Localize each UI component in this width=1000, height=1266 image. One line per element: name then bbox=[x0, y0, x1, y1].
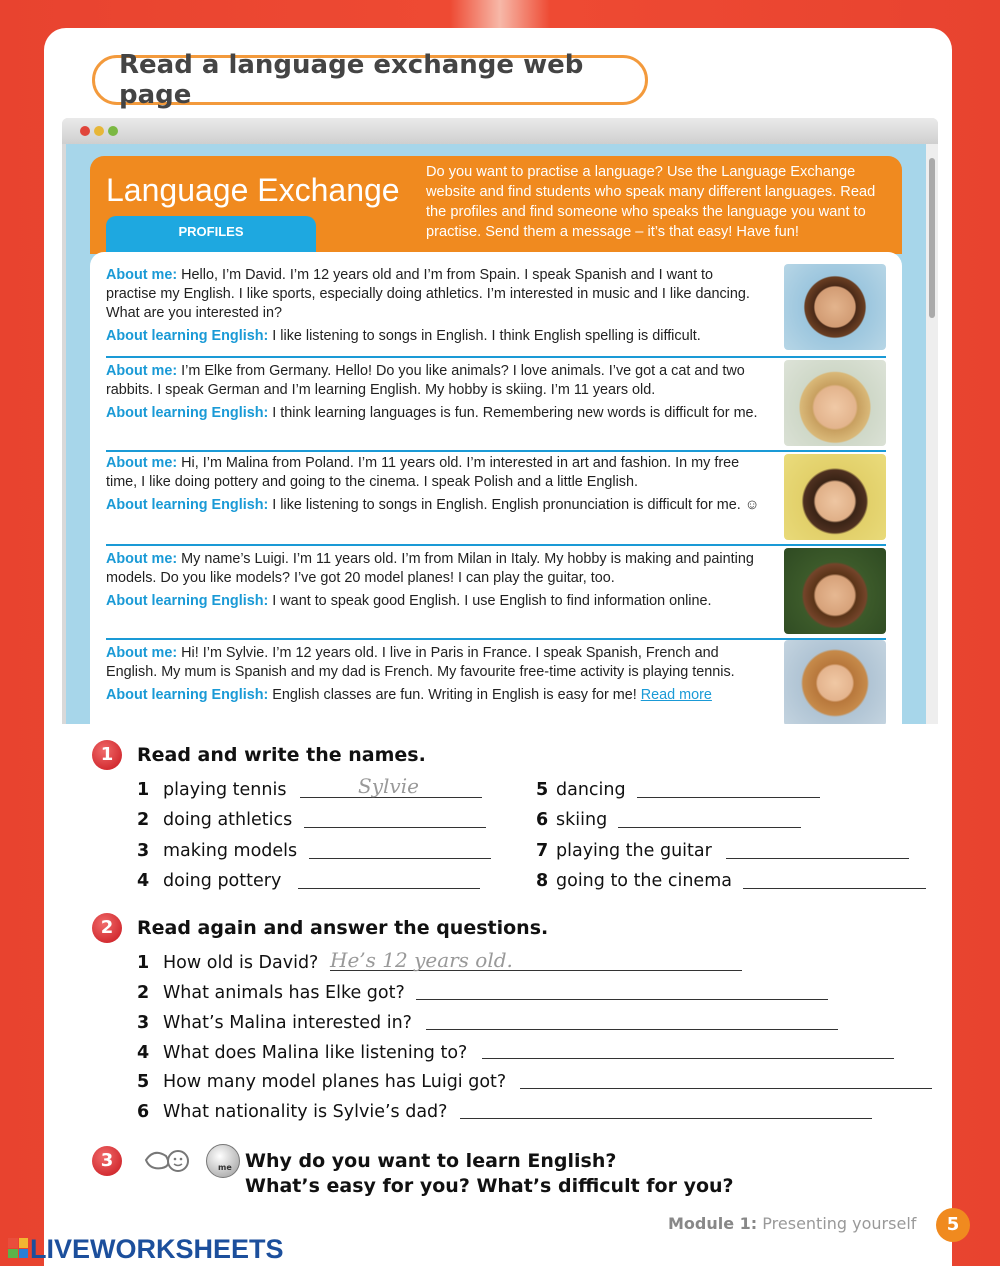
answer-line[interactable] bbox=[460, 1118, 872, 1119]
item-number: 1 bbox=[137, 780, 150, 800]
answer-line[interactable] bbox=[520, 1088, 932, 1089]
browser-titlebar bbox=[62, 118, 938, 144]
page-number: 5 bbox=[936, 1208, 970, 1242]
ex1-item bbox=[536, 780, 626, 800]
exercise-1-badge: 1 bbox=[92, 740, 122, 770]
item-text: What nationality is Sylvie’s dad? bbox=[163, 1102, 448, 1122]
item-number: 3 bbox=[137, 1013, 150, 1033]
example-answer: Sylvie bbox=[358, 774, 419, 798]
divider bbox=[106, 638, 886, 640]
about-me-label: About me: bbox=[106, 645, 178, 661]
ex1-item bbox=[536, 871, 732, 891]
answer-line[interactable] bbox=[416, 999, 828, 1000]
item-text: playing the guitar bbox=[556, 841, 712, 861]
ex2-item bbox=[137, 953, 318, 973]
ex1-item bbox=[137, 871, 281, 891]
item-number: 4 bbox=[137, 871, 150, 891]
malina-photo bbox=[784, 454, 886, 540]
about-me-label: About me: bbox=[106, 267, 178, 283]
exercise-3-line-2: What’s easy for you? What’s difficult for you? bbox=[245, 1175, 734, 1197]
item-number: 1 bbox=[137, 953, 150, 973]
speaking-pair-icon bbox=[140, 1146, 196, 1176]
about-me-text: My name’s Luigi. I’m 11 years old. I’m from Milan in Italy. My hobby is making and painting models. Do you like models? I’ve got 20 model planes! I can play the guitar, too. bbox=[106, 551, 754, 586]
exercise-2-heading: Read again and answer the questions. bbox=[137, 917, 549, 939]
brand-wordmark: LIVEWORKSHEETS bbox=[30, 1234, 284, 1264]
item-number: 6 bbox=[137, 1102, 150, 1122]
answer-line[interactable] bbox=[298, 888, 480, 889]
item-text: doing pottery bbox=[163, 871, 282, 891]
about-me-text: Hi! I’m Sylvie. I’m 12 years old. I live in Paris in France. I speak Spanish, French and English. My mum is Spanish and my dad is French. My favourite free-time activity is playing tennis. bbox=[106, 645, 735, 680]
maximize-dot-icon bbox=[108, 126, 118, 136]
minimize-dot-icon bbox=[94, 126, 104, 136]
exercise-1-heading: Read and write the names. bbox=[137, 744, 426, 766]
item-text: playing tennis bbox=[163, 780, 287, 800]
learning-label: About learning English: bbox=[106, 593, 269, 609]
close-dot-icon bbox=[80, 126, 90, 136]
site-title: Language Exchange bbox=[106, 172, 400, 208]
exercise-2-badge: 2 bbox=[92, 913, 122, 943]
learning-text: I want to speak good English. I use English to find information online. bbox=[272, 593, 712, 609]
exercise-3-badge: 3 bbox=[92, 1146, 122, 1176]
learning-label: About learning English: bbox=[106, 497, 269, 513]
learning-label: About learning English: bbox=[106, 405, 269, 421]
about-me-label: About me: bbox=[106, 363, 178, 379]
ex1-item bbox=[137, 780, 286, 800]
item-text: making models bbox=[163, 841, 298, 861]
profile-elke bbox=[106, 362, 886, 427]
item-number: 8 bbox=[536, 871, 549, 891]
item-text: How old is David? bbox=[163, 953, 319, 973]
elke-photo bbox=[784, 360, 886, 446]
ex2-item bbox=[137, 1102, 447, 1122]
ex1-item bbox=[137, 810, 292, 830]
learning-label: About learning English: bbox=[106, 328, 269, 344]
sylvie-photo bbox=[784, 640, 886, 724]
profile-sylvie bbox=[106, 644, 886, 709]
ex2-item bbox=[137, 1072, 506, 1092]
liveworksheets-logo-icon bbox=[8, 1238, 28, 1258]
divider bbox=[106, 356, 886, 358]
item-number: 2 bbox=[137, 810, 150, 830]
answer-line[interactable] bbox=[309, 858, 491, 859]
item-text: going to the cinema bbox=[556, 871, 732, 891]
answer-line[interactable] bbox=[304, 827, 486, 828]
item-text: skiing bbox=[556, 810, 608, 830]
tab-profiles[interactable]: PROFILES bbox=[106, 216, 316, 254]
item-text: What’s Malina interested in? bbox=[163, 1013, 412, 1033]
about-me-text: I’m Elke from Germany. Hello! Do you like animals? I love animals. I’ve got a cat and two rabbits. I speak German and I’m learning English. My hobby is skiing. I’m 11 years old. bbox=[106, 363, 745, 398]
ex2-item bbox=[137, 983, 405, 1003]
divider bbox=[106, 544, 886, 546]
me-icon bbox=[206, 1144, 240, 1178]
item-number: 2 bbox=[137, 983, 150, 1003]
item-number: 5 bbox=[536, 780, 549, 800]
scrollbar[interactable] bbox=[926, 144, 938, 724]
item-text: What does Malina like listening to? bbox=[163, 1043, 468, 1063]
item-number: 3 bbox=[137, 841, 150, 861]
profiles-panel bbox=[90, 252, 902, 724]
answer-line[interactable] bbox=[618, 827, 801, 828]
example-answer: He’s 12 years old. bbox=[330, 948, 513, 972]
learning-text: I think learning languages is fun. Remembering new words is difficult for me. bbox=[272, 405, 758, 421]
answer-line[interactable] bbox=[726, 858, 909, 859]
profile-david bbox=[106, 266, 886, 350]
learning-text: I like listening to songs in English. English pronunciation is difficult for me. ☺ bbox=[272, 497, 760, 513]
item-text: What animals has Elke got? bbox=[163, 983, 405, 1003]
module-footer bbox=[668, 1214, 916, 1233]
learning-text: I like listening to songs in English. I think English spelling is difficult. bbox=[272, 328, 701, 344]
answer-line[interactable] bbox=[743, 888, 926, 889]
item-number: 6 bbox=[536, 810, 549, 830]
item-number: 4 bbox=[137, 1043, 150, 1063]
learning-text: English classes are fun. Writing in English is easy for me! bbox=[272, 687, 637, 703]
module-label: Module 1: bbox=[668, 1214, 758, 1233]
about-me-text: Hello, I’m David. I’m 12 years old and I’m from Spain. I speak Spanish and I want to practise my English. I like sports, especially doing athletics. I’m interested in music and I like dancing. What are you interested in? bbox=[106, 267, 750, 321]
david-photo bbox=[784, 264, 886, 350]
item-text: doing athletics bbox=[163, 810, 293, 830]
scrollbar-thumb[interactable] bbox=[929, 158, 935, 318]
browser-window bbox=[62, 118, 938, 724]
about-me-label: About me: bbox=[106, 551, 178, 567]
answer-line[interactable] bbox=[637, 797, 820, 798]
ex2-item bbox=[137, 1043, 467, 1063]
ex1-item bbox=[536, 841, 712, 861]
item-text: How many model planes has Luigi got? bbox=[163, 1072, 507, 1092]
answer-line[interactable] bbox=[426, 1029, 838, 1030]
ex1-item bbox=[536, 810, 607, 830]
module-topic: Presenting yourself bbox=[762, 1214, 917, 1233]
ex1-item bbox=[137, 841, 297, 861]
divider bbox=[106, 450, 886, 452]
web-viewport bbox=[66, 144, 926, 724]
ex2-item bbox=[137, 1013, 412, 1033]
about-me-text: Hi, I’m Malina from Poland. I’m 11 years old. I’m interested in art and fashion. In my free time, I like doing pottery and going to the cinema. I speak Polish and a little English. bbox=[106, 455, 740, 490]
learning-label: About learning English: bbox=[106, 687, 269, 703]
item-number: 5 bbox=[137, 1072, 150, 1092]
site-header bbox=[90, 156, 902, 254]
read-more-link[interactable]: Read more bbox=[640, 687, 712, 703]
luigi-photo bbox=[784, 548, 886, 634]
exercise-3-line-1: Why do you want to learn English? bbox=[245, 1150, 617, 1172]
page-title: Read a language exchange web page bbox=[92, 55, 648, 105]
item-text: dancing bbox=[556, 780, 626, 800]
answer-line[interactable] bbox=[482, 1058, 894, 1059]
item-number: 7 bbox=[536, 841, 549, 861]
profile-luigi bbox=[106, 550, 886, 615]
about-me-label: About me: bbox=[106, 455, 178, 471]
site-intro: Do you want to practise a language? Use the Language Exchange website and find students who speak many different languages. Read the profiles and find someone who speaks the language you want to practise. Send them a message – it’s that easy! Have fun! bbox=[426, 164, 876, 240]
me-label: me bbox=[218, 1163, 232, 1172]
profile-malina bbox=[106, 454, 886, 519]
